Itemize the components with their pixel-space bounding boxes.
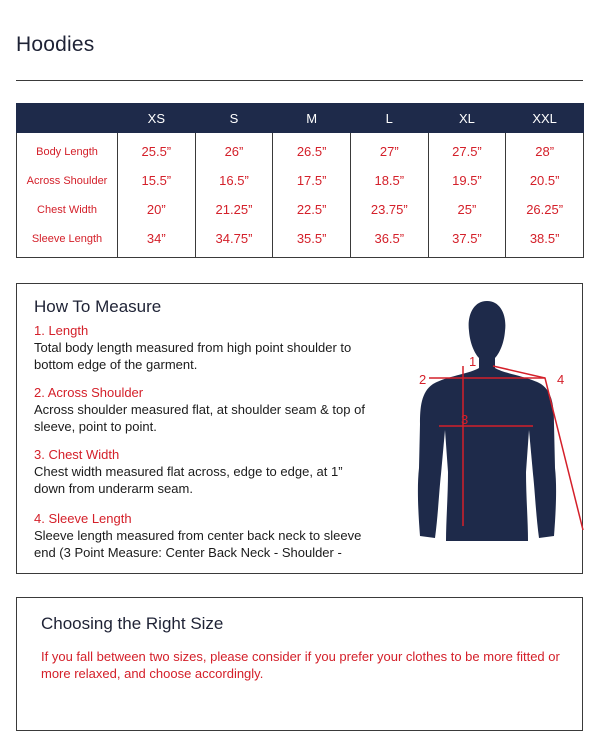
table-cell: 34.75”	[195, 224, 273, 258]
table-cell: 35.5”	[273, 224, 351, 258]
table-cell: 34”	[118, 224, 196, 258]
measure-item-text: Sleeve length measured from center back neck to sleeve end (3 Point Measure: Center Back Neck - Shoulder -	[34, 528, 362, 560]
body-measure-figure	[415, 296, 585, 546]
measure-item-chest-width	[34, 446, 374, 497]
header-cell-xxl: XXL	[506, 104, 584, 133]
table-cell: 38.5”	[506, 224, 584, 258]
table-cell: 22.5”	[273, 195, 351, 224]
table-row	[17, 195, 584, 224]
measure-item-text: Total body length measured from high point shoulder to bottom edge of the garment.	[34, 340, 352, 372]
measure-item-heading: 4. Sleeve Length	[34, 511, 132, 526]
size-chart-table	[16, 103, 584, 258]
table-cell: 27”	[350, 133, 428, 167]
table-cell: 18.5”	[350, 166, 428, 195]
table-cell: 19.5”	[428, 166, 506, 195]
choosing-size-panel	[16, 597, 583, 731]
table-cell: 36.5”	[350, 224, 428, 258]
measure-item-text: Across shoulder measured flat, at shoulder seam & top of sleeve, point to point.	[34, 402, 365, 434]
table-cell: 17.5”	[273, 166, 351, 195]
how-to-measure-panel	[16, 283, 583, 574]
table-row	[17, 166, 584, 195]
table-cell: 20”	[118, 195, 196, 224]
header-cell-m: M	[273, 104, 351, 133]
figure-label-1: 1	[469, 354, 477, 369]
header-cell-empty	[17, 104, 118, 133]
table-row	[17, 133, 584, 167]
choosing-size-text: If you fall between two sizes, please consider if you prefer your clothes to be more fitted or more relaxed, and choose accordingly.	[41, 649, 560, 681]
size-header-row	[17, 104, 584, 133]
measure-item-text: Chest width measured flat across, edge to edge, at 1” down from underarm seam.	[34, 464, 343, 496]
choosing-size-title: Choosing the Right Size	[41, 614, 224, 633]
figure-label-2: 2	[419, 372, 427, 387]
body-silhouette	[418, 301, 556, 541]
table-cell: 26.25”	[506, 195, 584, 224]
header-cell-xs: XS	[118, 104, 196, 133]
page-title: Hoodies	[16, 33, 95, 56]
header-cell-xl: XL	[428, 104, 506, 133]
measure-item-heading: 3. Chest Width	[34, 447, 120, 462]
measure-item-heading: 2. Across Shoulder	[34, 385, 144, 400]
how-to-measure-title: How To Measure	[34, 297, 162, 316]
table-cell: 27.5”	[428, 133, 506, 167]
measure-item-sleeve-length	[34, 510, 374, 561]
measure-item-length	[34, 322, 374, 373]
title-divider	[16, 80, 583, 81]
table-cell: 20.5”	[506, 166, 584, 195]
table-cell: 26.5”	[273, 133, 351, 167]
row-label-chest-width: Chest Width	[17, 195, 118, 224]
table-row	[17, 224, 584, 258]
table-cell: 15.5”	[118, 166, 196, 195]
table-cell: 23.75”	[350, 195, 428, 224]
figure-label-4: 4	[557, 372, 565, 387]
table-cell: 21.25”	[195, 195, 273, 224]
row-label-sleeve-length: Sleeve Length	[17, 224, 118, 258]
table-cell: 16.5”	[195, 166, 273, 195]
table-cell: 28”	[506, 133, 584, 167]
row-label-across-shoulder: Across Shoulder	[17, 166, 118, 195]
measure-item-heading: 1. Length	[34, 323, 89, 338]
measure-item-across-shoulder	[34, 384, 374, 435]
figure-label-3: 3	[461, 412, 469, 427]
table-cell: 25”	[428, 195, 506, 224]
table-cell: 25.5”	[118, 133, 196, 167]
table-cell: 26”	[195, 133, 273, 167]
header-cell-s: S	[195, 104, 273, 133]
header-cell-l: L	[350, 104, 428, 133]
table-cell: 37.5”	[428, 224, 506, 258]
row-label-body-length: Body Length	[17, 133, 118, 167]
